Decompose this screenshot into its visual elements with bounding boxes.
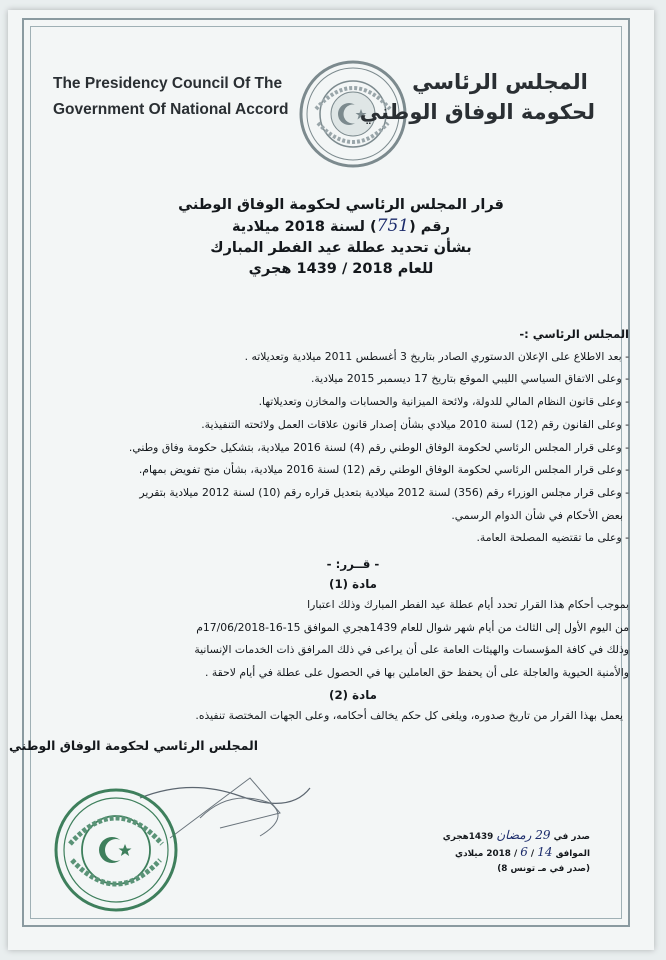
- hijri-year: 1439هجري: [442, 832, 494, 842]
- issued-label: صدر في: [553, 832, 590, 842]
- letterhead-en-line1: The Presidency Council Of The: [53, 75, 283, 92]
- letterhead-en-line2: Government Of National Accord: [53, 101, 289, 118]
- gregorian-day: 14: [537, 845, 553, 859]
- title-line3: بشأن تحديد عطلة عيد الفطر المبارك: [210, 240, 472, 256]
- article1-line: وذلك في كافة المؤسسات والهيئات العامة على أن يراعى في ذلك المرافق ذات الخدمات الإنسانية: [194, 643, 629, 657]
- title-line4: للعام 2018 / 1439 هجري: [248, 261, 434, 277]
- article1-line: بموجب أحكام هذا القرار تحدد أيام عطلة عيد الفطر المبارك وذلك اعتبارا: [307, 598, 629, 612]
- preamble-item: - وعلى قانون النظام المالي للدولة، ولائحة الميزانية والحسابات والمخازن وتعديلاتها.: [258, 395, 629, 409]
- preamble-item: - وعلى قرار مجلس الوزراء رقم (356) لسنة 2012 ميلادية بتعديل قراره رقم (10) لسنة 2012 ميلادية بتقرير: [139, 485, 629, 499]
- preamble-item: - وعلى القانون رقم (12) لسنة 2010 ميلادي بشأن إصدار قانون علاقات العمل ولائحته التنفيذية.: [201, 417, 629, 431]
- preamble-item: - وعلى قرار المجلس الرئاسي لحكومة الوفاق الوطني رقم (4) لسنة 2016 ميلادية، بتشكيل حكومة وفاق وطني.: [128, 440, 629, 454]
- preamble-item: - وعلى قرار المجلس الرئاسي لحكومة الوفاق الوطني رقم (12) لسنة 2016 ميلادية، بشأن منح تفويض بمهام.: [138, 463, 629, 477]
- corresponding-label: الموافق: [555, 849, 590, 859]
- gregorian-month: 6: [520, 845, 528, 859]
- title-number-suffix: ) لسنة 2018 ميلادية: [232, 219, 377, 235]
- arabic-letterhead: [359, 67, 595, 127]
- letterhead-ar-line1: المجلس الرئاسي: [412, 70, 588, 94]
- article2-heading: مادة (2): [329, 687, 377, 702]
- title-line1: قرار المجلس الرئاسي لحكومة الوفاق الوطني: [178, 197, 504, 213]
- article2-text: يعمل بهذا القرار من تاريخ صدوره، ويلغى كل حكم يخالف أحكامه، وعلى الجهات المختصة تنفيذه.: [195, 708, 623, 722]
- decision-title: [151, 195, 531, 280]
- decision-heading: - قــرر: -: [326, 557, 380, 572]
- corresponding-line: الموافق 14 / 6 / 2018 ميلادي: [455, 845, 590, 859]
- official-stamp-icon: [52, 786, 180, 914]
- article1-line: من اليوم الأول إلى الثالث من أيام شهر شوال للعام 1439هجري الموافق 15-16-17/06/2018م: [196, 620, 629, 634]
- preamble-heading: المجلس الرئاسي :-: [519, 327, 629, 341]
- preamble-item: - بعد الاطلاع على الإعلان الدستوري الصادر بتاريخ 3 أغسطس 2011 ميلادية وتعديلاته .: [244, 349, 629, 363]
- title-number-prefix: رقم (: [409, 219, 450, 235]
- article1-heading: مادة (1): [329, 577, 377, 592]
- decision-body: [77, 323, 629, 728]
- date-note: (صدر في مـ تونس 8): [497, 864, 590, 874]
- gregorian-year: 2018 ميلادي: [455, 849, 511, 859]
- decision-number: 751: [376, 216, 410, 236]
- preamble-item: - وعلى ما تقتضيه المصلحة العامة.: [476, 531, 629, 545]
- issued-line: [430, 828, 590, 845]
- article1-line: والأمنية الحيوية والعاجلة على أن يحفظ حق العاملين بها في الحصول على عطلة في أيام لاحقة .: [204, 666, 629, 680]
- english-letterhead: [53, 71, 333, 123]
- issued-hijri-date: 29 رمضان: [496, 828, 551, 842]
- issue-date: [430, 828, 590, 877]
- preamble-item: - وعلى الاتفاق السياسي الليبي الموقع بتاريخ 17 ديسمبر 2015 ميلادية.: [310, 372, 629, 386]
- signature-title: المجلس الرئاسي لحكومة الوفاق الوطني: [9, 738, 258, 753]
- preamble-item: بعض الأحكام في شأن الدوام الرسمي.: [451, 508, 623, 522]
- letterhead-ar-line2: لحكومة الوفاق الوطني: [359, 100, 595, 124]
- title-line2: [151, 216, 531, 238]
